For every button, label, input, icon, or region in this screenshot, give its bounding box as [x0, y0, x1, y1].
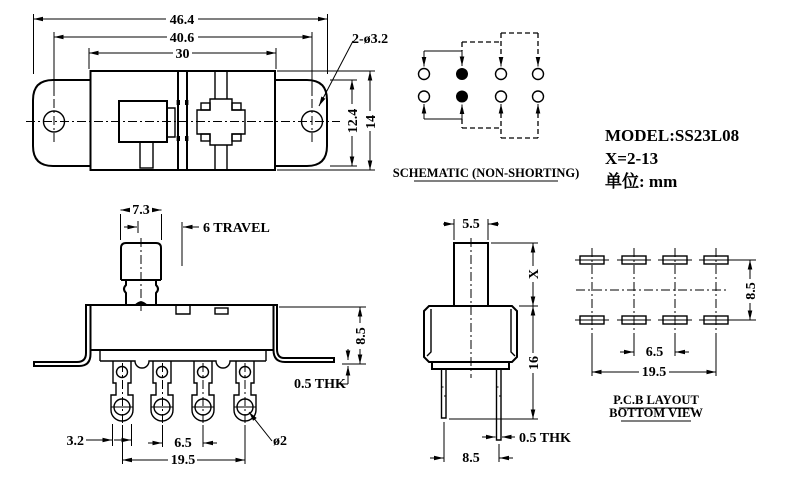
pcb-title-line2: BOTTOM VIEW: [609, 406, 703, 420]
dim-stem-height-label: X: [527, 268, 542, 280]
dim-stem-width: [443, 217, 499, 240]
dim-hole-dia-label: ø2: [273, 434, 287, 449]
dim-body-width: [89, 47, 276, 69]
dim-pin-pitch-label: 6.5: [174, 436, 192, 451]
model-number: MODEL:SS23L08: [605, 126, 740, 145]
top-view-mechanism: [119, 71, 245, 170]
top-view-left-bracket: [33, 80, 91, 166]
dim-front-thickness-label: 0.5 THK: [294, 377, 346, 392]
dim-pin-span: [123, 453, 246, 468]
hole-callout: [319, 32, 388, 106]
dim-stem-width-label: 5.5: [462, 217, 480, 232]
dim-front-thickness: [294, 349, 348, 392]
front-left-flange: [34, 305, 91, 366]
dim-overall-width-label: 46.4: [169, 13, 195, 28]
side-pins: [442, 369, 502, 440]
dim-hole-pitch: [54, 31, 312, 96]
unit-note: 单位: mm: [605, 172, 678, 191]
dim-pin-pitch: [148, 436, 217, 451]
dim-pcb-row-pitch: [722, 260, 759, 320]
dim-travel-label: 6 TRAVEL: [203, 221, 270, 236]
hole-callout-label: 2-ø3.2: [352, 32, 389, 47]
dim-pcb-col-pitch: [620, 345, 689, 360]
dim-pcb-col-pitch-label: 6.5: [645, 345, 664, 360]
front-body: [34, 305, 334, 368]
dim-pcb-span: [592, 365, 716, 380]
front-knob: [121, 238, 161, 311]
pcb-title-line1: P.C.B LAYOUT: [613, 393, 699, 407]
schematic-title: SCHEMATIC (NON-SHORTING): [392, 166, 580, 180]
dim-front-height-label: 8.5: [354, 327, 369, 345]
title-block: [605, 126, 739, 191]
top-view: [26, 13, 388, 170]
pcb-layout: [575, 248, 759, 421]
dim-pcb-span-label: 19.5: [641, 365, 667, 380]
front-view: [34, 203, 369, 468]
dim-pin-width: [67, 424, 132, 449]
side-view: [424, 217, 571, 466]
side-stem: [454, 238, 488, 378]
dim-front-height: [279, 307, 369, 364]
dim-pin-span-label: 19.5: [170, 453, 196, 468]
schematic-wiring: [424, 33, 538, 138]
dim-body-height-label: 14: [364, 115, 379, 129]
front-right-flange: [274, 305, 335, 362]
dim-bracket-height: [330, 80, 361, 166]
dim-hole-dia: [249, 412, 287, 449]
dim-pcb-row-pitch-label: 8.5: [744, 282, 759, 300]
schematic-terminals: [419, 68, 544, 103]
dim-body-width-label: 30: [175, 47, 190, 62]
dim-bracket-height-label: 12.4: [346, 108, 361, 134]
dim-side-pin-pitch-label: 8.5: [462, 451, 480, 466]
dim-stem-height: [491, 243, 542, 306]
dim-side-thickness-label: 0.5 THK: [519, 431, 571, 446]
dim-side-height-label: 16: [527, 356, 542, 370]
x-spec: X=2-13: [605, 149, 659, 168]
dim-pin-width-label: 3.2: [66, 434, 84, 449]
schematic-view: [393, 33, 580, 181]
dim-hole-pitch-label: 40.6: [169, 31, 195, 46]
dim-knob-width-label: 7.3: [132, 203, 150, 218]
dim-side-thickness: [482, 431, 571, 446]
dim-knob-width: [121, 203, 162, 240]
